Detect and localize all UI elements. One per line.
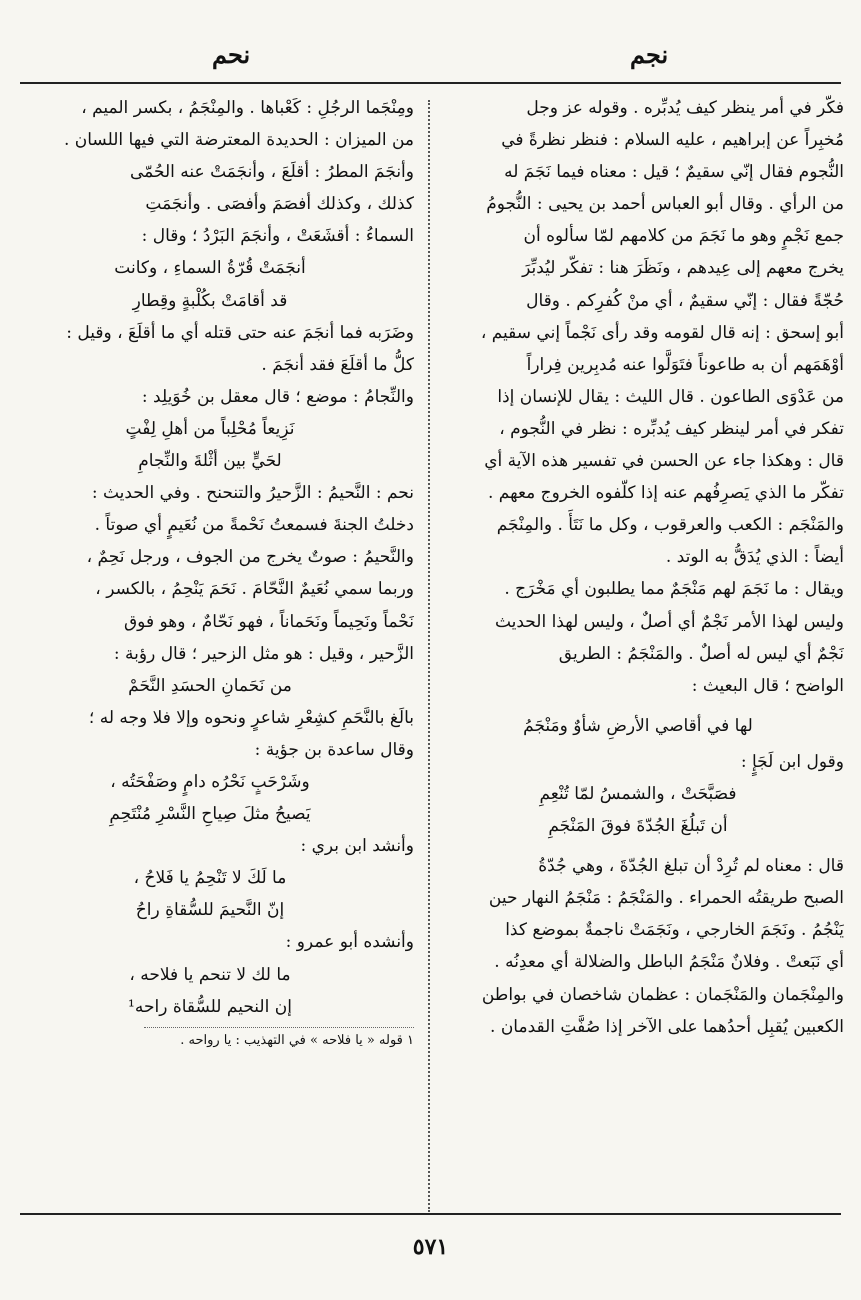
- text-line: الواضح ؛ قال البعيث :: [691, 675, 844, 696]
- poem-verse: إنّ النَّحيمَ للسُّقاةِ راحُ: [135, 900, 285, 921]
- text-line: وأنجَمَ المطرُ : أقلَعَ ، وأنجَمَتْ عنه الحُمّى: [130, 162, 414, 183]
- text-line: من الرأي . وقال أبو العباس أحمد بن يحيى : النُّجومُ: [486, 194, 844, 215]
- text-line: من عَدْوَى الطاعون . قال الليث : يقال للإنسان إذا: [497, 386, 844, 407]
- poem-verse: قد أقامَتْ بكُلْبةٍ وقِطارِ: [132, 290, 288, 311]
- text-line: والنَّحيمُ : صوتٌ يخرج من الجوف ، ورجل نَحِمٌ ،: [86, 547, 414, 568]
- text-line: وضَرَبه فما أنجَمَ عنه حتى قتله أي ما أقلَعَ ، وقيل :: [66, 322, 414, 343]
- text-line: حُجّةً فقال : إنّي سقيمٌ ، أي منْ كُفرِكم . وقال: [526, 290, 844, 311]
- text-line: يخرج معهم إلى عِيدهم ، ونَظَرَ هنا : تفكّر ليُدبِّرَ: [522, 258, 844, 279]
- text-line: وقول ابن لَجَإٍ :: [740, 751, 844, 772]
- header-right-entry-word: نجم: [630, 40, 669, 69]
- text-line: تفكّر ما الذي يَصرِفُهم عنه إذا كلّفوه الخروج معهم .: [488, 483, 844, 504]
- text-line: أي نَبَعتْ . وفلانٌ مَنْجَمُ الباطل والضلالة أي معدِنُه .: [494, 952, 844, 973]
- text-line: والمَنْجَم : الكعب والعرقوب ، وكل ما نَتَأَ . والمِنْجَم: [496, 515, 844, 536]
- column-divider: [428, 100, 430, 1212]
- text-line: نَحْماً ونَحِيماً ونَحَماناً ، فهو نَحّامٌ ، وهو فوق: [123, 611, 414, 632]
- text-line: ومِنْجَما الرجُلِ : كَعْباها . والمِنْجَمُ ، بكسر الميم ،: [81, 98, 414, 118]
- text-line: الكعبين يُقبِل أحدُهما على الآخر إذا صُفَّتِ القدمان .: [490, 1016, 844, 1037]
- text-line: فكّر في أمر ينظر كيف يُدبِّره . وقوله عز وجل: [526, 98, 844, 118]
- text-line: وربما سمي نُعَيمٌ النَّحّامَ . نَحَمَ يَنْحِمُ ، بالكسر ،: [95, 579, 414, 600]
- footnote: ١ قوله « يا فلاحه » في التهذيب : يا رواحه .: [180, 1032, 414, 1048]
- text-line: أيضاً : الذي يُدَقُّ به الوتد .: [665, 547, 844, 568]
- text-line: قال : وهكذا جاء عن الحسن في تفسير هذه الآية أي: [484, 451, 844, 472]
- text-line: وأنشده أبو عمرو :: [285, 932, 414, 953]
- poem-verse: أنجَمَتْ قُرّةُ السماءِ ، وكانت: [114, 258, 306, 279]
- text-line: من الميزان : الحديدة المعترضة التي فيها اللسان .: [63, 130, 414, 151]
- left-column: [6, 92, 414, 1210]
- text-line: وليس لهذا الأمر نَجْمٌ أي أصلٌ ، وليس لهذا الحديث: [494, 611, 844, 632]
- text-line: أوْهَمَهم أن به طاعوناً فتَوَلَّوا عنه مُدبِرين فِراراً: [526, 354, 844, 375]
- poem-verse: نَزِيعاً مُحْلِباً من أهلِ لِفْتٍ: [125, 418, 295, 439]
- poem-verse: وشَرْحَبٍ نَحْرُه دامٍ وصَفْحَتُه ،: [110, 771, 310, 792]
- poem-verse: أن تَبلُغَ الجُدّةَ فوقَ المَنْجَمِ: [548, 816, 728, 837]
- text-line: كذلك ، وكذلك أفصَمَ وأفصَى . وأنجَمَتِ: [145, 194, 414, 215]
- poem-verse: لحَيٍّ بين أثْلةَ والنِّجامِ: [138, 451, 282, 472]
- text-line: النُّجوم فقال إنّي سقيمٌ ؛ قيل : معناه فيما نَجَمَ له: [504, 162, 844, 183]
- header-left-entry-word: نحم: [212, 40, 251, 69]
- poem-verse: فصَبَّحَتْ ، والشمسُ لمّا تُنْعِمِ: [539, 783, 737, 804]
- text-line: السماءُ : أقشَعَتْ ، وأنجَمَ البَرْدُ ؛ وقال :: [141, 226, 414, 247]
- text-line: ويقال : ما نَجَمَ لهم مَنْجَمٌ مما يطلبون أي مَخْرَج .: [504, 579, 844, 600]
- text-line: أبو إسحق : إنه قال لقومه وقد رأى نَجْماً إني سقيم ،: [480, 322, 844, 343]
- text-line: يَنْجُمُ . ونَجَمَ الخارجي ، ونَجَمَتْ ناجمةٌ بموضع كذا: [505, 920, 844, 941]
- text-line: وأنشد ابن بري :: [300, 836, 414, 857]
- text-line: والنِّجامُ : موضع ؛ قال معقل بن خُوَيلِد :: [141, 386, 414, 407]
- text-line: وقال ساعدة بن جؤية :: [254, 739, 414, 760]
- text-line: نَجْمٌ أي ليس له أصلٌ . والمَنْجَمُ : الطريق: [558, 643, 844, 664]
- poem-verse: لها في أقاصي الأرضِ شأوٌ ومَنْجَمُ: [523, 715, 753, 736]
- poem-verse: إن النحيم للسُّقاة راحه¹: [128, 996, 292, 1017]
- poem-verse: من نَحَمانِ الحسَدِ النَّحَمْ: [128, 675, 292, 696]
- text-line: كلُّ ما أقلَعَ فقد أنجَمَ .: [261, 354, 414, 375]
- text-line: والمِنْجَمان والمَنْجَمان : عظمان شاخصان في بواطن: [481, 984, 844, 1005]
- text-line: دخلتُ الجنةَ فسمعتُ نَحْمةً من نُعَيمٍ أي صوتاً .: [94, 515, 414, 536]
- header-rule: [20, 82, 841, 84]
- page-number: ٥٧١: [412, 1234, 449, 1260]
- text-line: جمع نَجْمٍ وهو ما نَجَمَ من كلامهم لمّا سألوه أن: [523, 226, 844, 247]
- text-line: بالَغ بالنَّحَمِ كشِعْرِ شاعرٍ ونحوه وإلا فلا وجه له ؛: [88, 707, 414, 728]
- text-line: مُخبِراً عن إبراهيم ، عليه السلام : فنظر نظرةً في: [501, 130, 844, 151]
- footer-rule: [20, 1213, 841, 1215]
- entry-nahm-line: نحم : النَّحيمُ : الزَّحيرُ والتنحنح . وفي الحديث :: [91, 483, 414, 504]
- poem-verse: يَصيحُ مثلَ صِياحِ النَّسْرِ مُنْتَحِمِ: [109, 804, 311, 825]
- text-line: تفكر في أمر لينظر كيف يُدبِّره : نظر في النُّجوم ،: [499, 418, 844, 439]
- text-line: الصبح طريقتُه الحمراء . والمَنْجَمُ : مَنْجَمُ النهار حين: [488, 888, 844, 909]
- text-line: قال : معناه لم تُرِدْ أن تبلغ الجُدّةَ ، وهي جُدّةُ: [538, 856, 844, 877]
- text-line: الزَّحير ، وقيل : هو مثل الزحير ؛ قال رؤبة :: [113, 643, 414, 664]
- right-column: [432, 92, 844, 1210]
- poem-verse: ما لَكَ لا تَنْحِمُ يا فَلاحُ ،: [133, 868, 287, 889]
- poem-verse: ما لك لا تنحم يا فلاحه ،: [129, 964, 291, 985]
